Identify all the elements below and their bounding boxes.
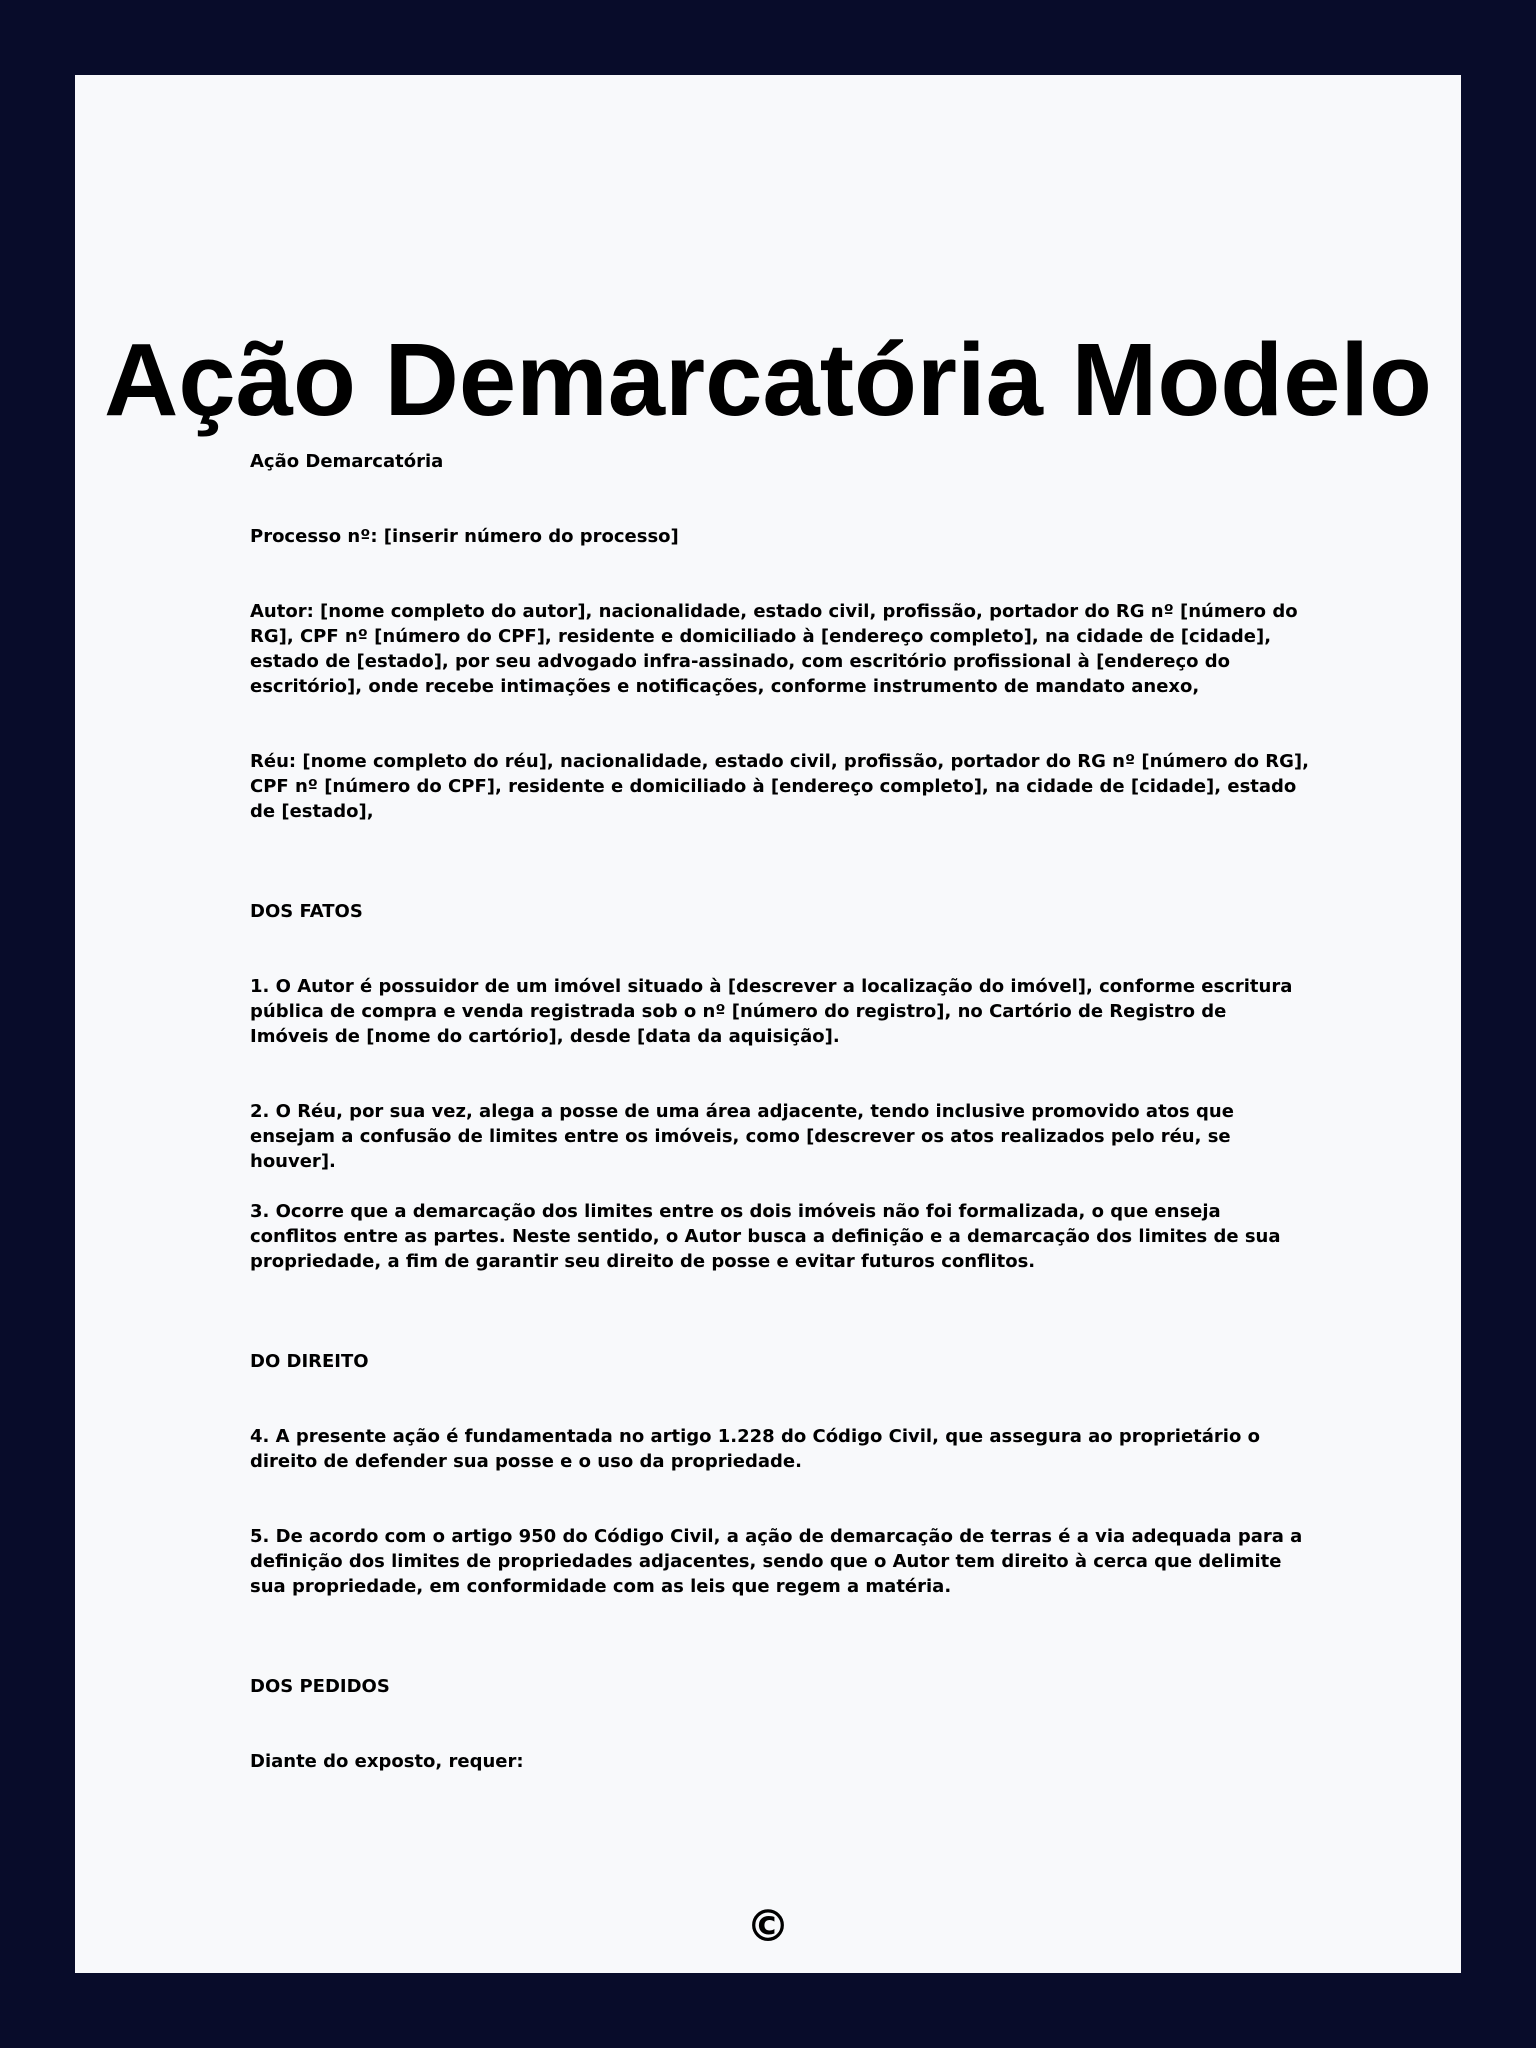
autor-paragraph: [250, 599, 1310, 699]
fatos-item-text: 1. O Autor é possuidor de um imóvel situado à [descrever a localização do imóvel], conforme escritura pública de compra e venda registrada sob o nº [número do registro], no Cartório de Registro de Imóveis de [nome do cartório], desde [data da aquisição].: [250, 976, 1293, 1047]
heading-text: Ação Demarcatória: [250, 451, 444, 472]
fatos-item-1: [250, 974, 1310, 1049]
document-title: Ação Demarcatória Modelo: [104, 322, 1432, 437]
document-heading: [250, 449, 1310, 474]
direito-heading: DO DIREITO: [250, 1351, 369, 1372]
direito-item-5: [250, 1524, 1310, 1599]
direito-item-text: 4. A presente ação é fundamentada no artigo 1.228 do Código Civil, que assegura ao proprietário o direito de defender sua posse e o uso da propriedade.: [250, 1426, 1260, 1472]
fatos-heading: DOS FATOS: [250, 901, 363, 922]
pedidos-intro: [250, 1749, 1310, 1774]
processo-line: [250, 524, 1310, 549]
document-page: [75, 75, 1461, 1973]
fatos-item-text: 3. Ocorre que a demarcação dos limites entre os dois imóveis não foi formalizada, o que enseja conflitos entre as partes. Neste sentido, o Autor busca a definição e a demarcação dos limites de sua propriedade, a fim de garantir seu direito de posse e evitar futuros conflitos.: [250, 1201, 1281, 1272]
direito-item-text: 5. De acordo com o artigo 950 do Código Civil, a ação de demarcação de terras é a via adequada para a definição dos limites de propriedades adjacentes, sendo que o Autor tem direito à cerca que delimite sua propriedade, em conformidade com as leis que regem a matéria.: [250, 1526, 1303, 1597]
fatos-item-text: 2. O Réu, por sua vez, alega a posse de uma área adjacente, tendo inclusive promovido atos que ensejam a confusão de limites entre os imóveis, como [descrever os atos realizados pelo réu, se houver].: [250, 1101, 1234, 1172]
fatos-item-3: [250, 1199, 1310, 1274]
section-heading-fatos: [250, 899, 1310, 924]
copyright-icon: ©: [746, 1901, 790, 1952]
section-heading-pedidos: [250, 1674, 1310, 1699]
pedidos-heading: DOS PEDIDOS: [250, 1676, 390, 1697]
section-heading-direito: [250, 1349, 1310, 1374]
pedidos-intro-text: Diante do exposto, requer:: [250, 1751, 524, 1772]
reu-paragraph: [250, 749, 1310, 824]
autor-text: Autor: [nome completo do autor], nacionalidade, estado civil, profissão, portador do RG nº [número do RG], CPF nº [número do CPF], residente e domiciliado à [endereço completo], na cidade de [cidade], estado de [estado], por seu advogado infra-assinado, com escritório profissional à [endereço do escritório], onde recebe intimações e notificações, conforme instrumento de mandato anexo,: [250, 601, 1298, 697]
reu-text: Réu: [nome completo do réu], nacionalidade, estado civil, profissão, portador do RG nº [número do RG], CPF nº [número do CPF], residente e domiciliado à [endereço completo], na cidade de [cidade], estado de [estado],: [250, 751, 1309, 822]
fatos-item-2: [250, 1099, 1310, 1174]
direito-item-4: [250, 1424, 1310, 1474]
processo-text: Processo nº: [inserir número do processo]: [250, 526, 679, 547]
